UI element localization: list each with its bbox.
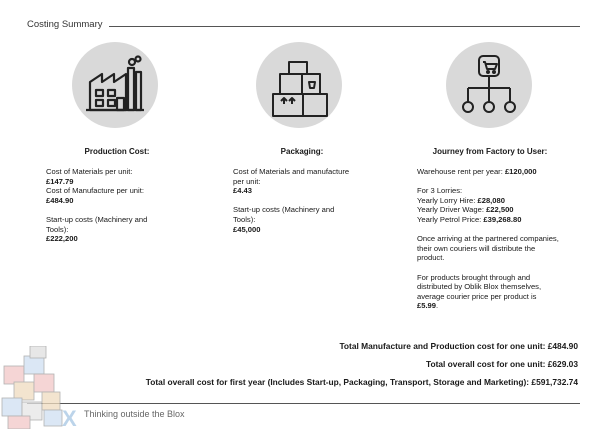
packaging-circle bbox=[256, 42, 342, 128]
production-details bbox=[46, 167, 171, 244]
production-circle bbox=[72, 42, 158, 128]
arriving-text: Once arriving at the partnered companies, their own couriers will distribute the product. bbox=[417, 234, 559, 263]
header-divider bbox=[109, 26, 580, 27]
logo-letter: X bbox=[62, 406, 77, 429]
pack-materials-value: £4.43 bbox=[233, 186, 253, 196]
distribution-network-icon bbox=[446, 42, 532, 128]
factory-icon bbox=[72, 42, 158, 128]
page-title: Costing Summary bbox=[27, 19, 103, 30]
pack-materials-label: Cost of Materials and manufacture per unit: bbox=[233, 167, 350, 186]
total-unit-manufacture: Total Manufacture and Production cost for one unit: £484.90 bbox=[339, 341, 578, 351]
manufacture-label: Cost of Manufacture per unit: bbox=[46, 186, 144, 196]
courier-text: For products brought through and distributed by Oblik Blox themselves, average courier price per product is £5.99. bbox=[417, 272, 542, 311]
production-title: Production Cost: bbox=[84, 147, 150, 156]
footer-divider bbox=[27, 403, 580, 404]
journey-circle bbox=[446, 42, 532, 128]
total-first-year: Total overall cost for first year (Includes Start-up, Packaging, Transport, Storage and Marketing): £591,732.74 bbox=[145, 377, 578, 387]
startup-value: £222,200 bbox=[46, 234, 78, 244]
manufacture-value: £484.90 bbox=[46, 195, 74, 205]
hire-line: Yearly Lorry Hire: £28,080 bbox=[417, 195, 505, 205]
startup-label: Start-up costs (Machinery and Tools): bbox=[46, 214, 148, 234]
lorries-label: For 3 Lorries: bbox=[417, 186, 463, 196]
journey-details bbox=[417, 167, 559, 311]
petrol-line: Yearly Petrol Price: £39,268.80 bbox=[417, 214, 522, 224]
boxes-icon bbox=[256, 42, 342, 128]
tagline: Thinking outside the Blox bbox=[84, 409, 185, 419]
blox-logo bbox=[0, 346, 84, 429]
packaging-title: Packaging: bbox=[280, 147, 324, 156]
wage-line: Yearly Driver Wage: £22,500 bbox=[417, 205, 514, 215]
pack-startup-value: £45,000 bbox=[233, 224, 261, 234]
materials-label: Cost of Materials per unit: bbox=[46, 167, 133, 176]
pack-startup-label: Start-up costs (Machinery and Tools): bbox=[233, 205, 335, 224]
journey-title: Journey from Factory to User: bbox=[432, 147, 548, 156]
packaging-details bbox=[233, 167, 357, 234]
rent-line: Warehouse rent per year: £120,000 bbox=[417, 167, 537, 176]
total-unit-overall: Total overall cost for one unit: £629.03 bbox=[425, 359, 578, 369]
materials-value: £147.79 bbox=[46, 176, 74, 186]
